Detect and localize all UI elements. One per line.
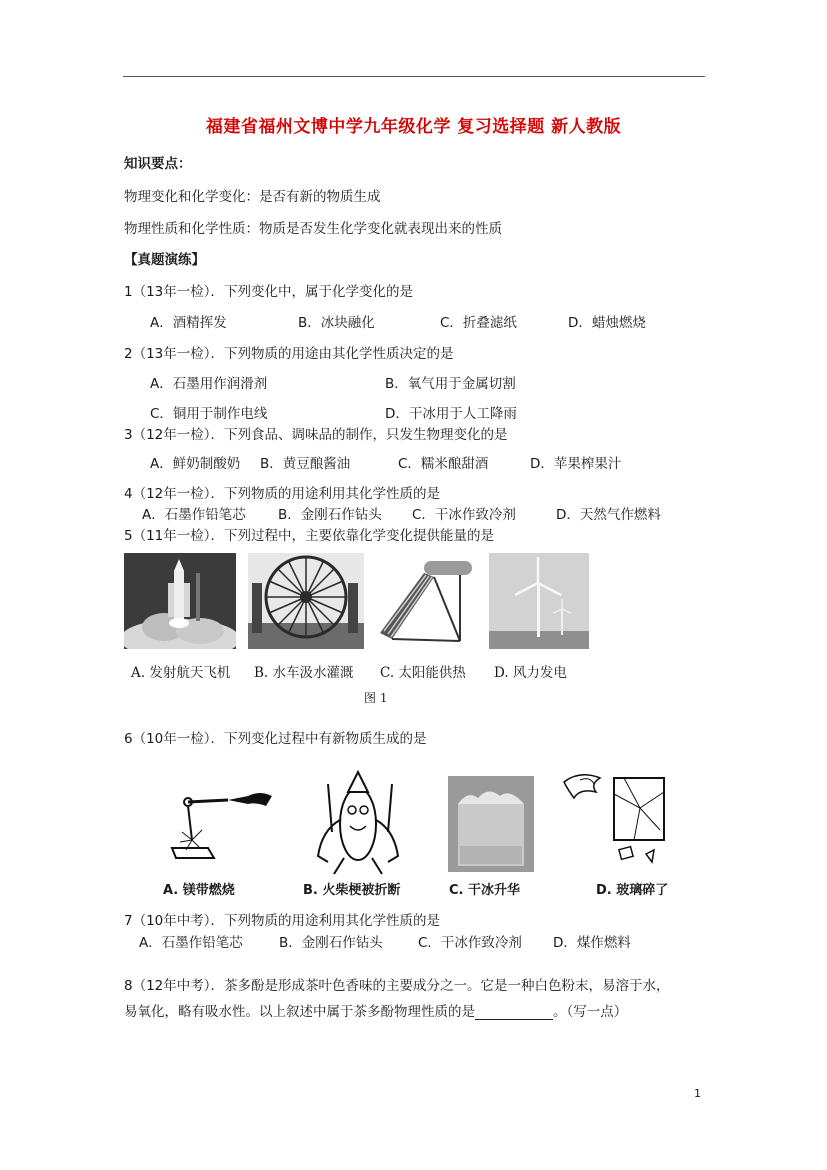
q5-figure-c-solar-heater xyxy=(374,553,476,649)
q5-figure-b-waterwheel xyxy=(248,553,364,649)
q6-caption-b: B. 火柴梗被折断 xyxy=(303,883,401,898)
q2-option-a: A．石墨用作润滑剂 xyxy=(150,376,268,392)
question-8-stem-text: 易氧化，略有吸水性。以上叙述中属于茶多酚物理性质的是 xyxy=(124,1004,475,1020)
knowledge-line-2: 物理性质和化学性质：物质是否发生化学变化就表现出来的性质 xyxy=(124,221,502,237)
q2-option-c: C．铜用于制作电线 xyxy=(150,406,268,422)
question-6-stem: 6（10年一检）．下列变化过程中有新物质生成的是 xyxy=(124,731,427,747)
q6-caption-d: D. 玻璃碎了 xyxy=(596,883,669,898)
knowledge-heading: 知识要点： xyxy=(124,156,192,172)
q1-option-b: B．冰块融化 xyxy=(298,315,375,331)
question-8-stem-line-2 xyxy=(124,1000,627,1020)
page-number: 1 xyxy=(694,1087,701,1100)
q6-figure-a-magnesium xyxy=(160,782,280,874)
question-2-stem: 2（13年一检）．下列物质的用途由其化学性质决定的是 xyxy=(124,346,454,362)
q3-option-d: D．苹果榨果汁 xyxy=(530,456,622,472)
q3-option-c: C．糯米酿甜酒 xyxy=(398,456,489,472)
q7-option-c: C．干冰作致冷剂 xyxy=(418,935,522,951)
question-1-stem: 1（13年一检）．下列变化中，属于化学变化的是 xyxy=(124,284,414,300)
q7-option-b: B．金刚石作钻头 xyxy=(279,935,383,951)
answer-blank[interactable] xyxy=(475,1005,553,1020)
q3-option-a: A．鲜奶制酸奶 xyxy=(150,456,241,472)
q6-figure-b-matchstick xyxy=(308,770,408,878)
q2-option-b: B．氧气用于金属切割 xyxy=(385,376,516,392)
q6-figure-c-dry-ice xyxy=(448,776,534,872)
q5-caption-a: A. 发射航天飞机 xyxy=(131,665,231,681)
question-3-stem: 3（12年一检）．下列食品、调味品的制作，只发生物理变化的是 xyxy=(124,427,508,443)
question-4-stem: 4（12年一检）．下列物质的用途利用其化学性质的是 xyxy=(124,486,441,502)
q5-figure-d-wind-turbine xyxy=(489,553,589,649)
q6-caption-c: C. 干冰升华 xyxy=(449,883,521,898)
q6-caption-a: A. 镁带燃烧 xyxy=(163,883,235,898)
question-7-stem: 7（10年中考）．下列物质的用途利用其化学性质的是 xyxy=(124,913,441,929)
q5-caption-d: D. 风力发电 xyxy=(494,665,567,681)
q1-option-d: D．蜡烛燃烧 xyxy=(568,315,646,331)
q4-option-c: C．干冰作致冷剂 xyxy=(412,507,516,523)
header-rule xyxy=(123,76,705,77)
section-heading: 【真题演练】 xyxy=(124,252,205,268)
q5-caption-b: B. 水车汲水灌溉 xyxy=(254,665,354,681)
question-8-stem-hint: 。（写一点） xyxy=(553,1004,628,1020)
question-5-stem: 5（11年一检）．下列过程中，主要依靠化学变化提供能量的是 xyxy=(124,528,495,544)
question-8-stem-line-1: 8（12年中考）．茶多酚是形成茶叶色香味的主要成分之一。它是一种白色粉末，易溶于水， xyxy=(124,978,670,994)
q7-option-a: A．石墨作铅笔芯 xyxy=(139,935,243,951)
q4-option-b: B．金刚石作钻头 xyxy=(278,507,382,523)
q1-option-c: C．折叠滤纸 xyxy=(440,315,517,331)
q4-option-a: A．石墨作铅笔芯 xyxy=(142,507,246,523)
q5-figure-a-rocket xyxy=(124,553,236,649)
q5-figure-label: 图 1 xyxy=(364,691,388,705)
q3-option-b: B．黄豆酿酱油 xyxy=(260,456,351,472)
q6-figure-d-broken-glass xyxy=(560,770,670,874)
knowledge-line-1: 物理变化和化学变化：是否有新的物质生成 xyxy=(124,189,381,205)
q1-option-a: A．酒精挥发 xyxy=(150,315,227,331)
q4-option-d: D．天然气作燃料 xyxy=(556,507,661,523)
document-title: 福建省福州文博中学九年级化学 复习选择题 新人教版 xyxy=(205,117,622,137)
q7-option-d: D．煤作燃料 xyxy=(553,935,631,951)
q2-option-d: D．干冰用于人工降雨 xyxy=(385,406,517,422)
q5-caption-c: C. 太阳能供热 xyxy=(380,665,466,681)
